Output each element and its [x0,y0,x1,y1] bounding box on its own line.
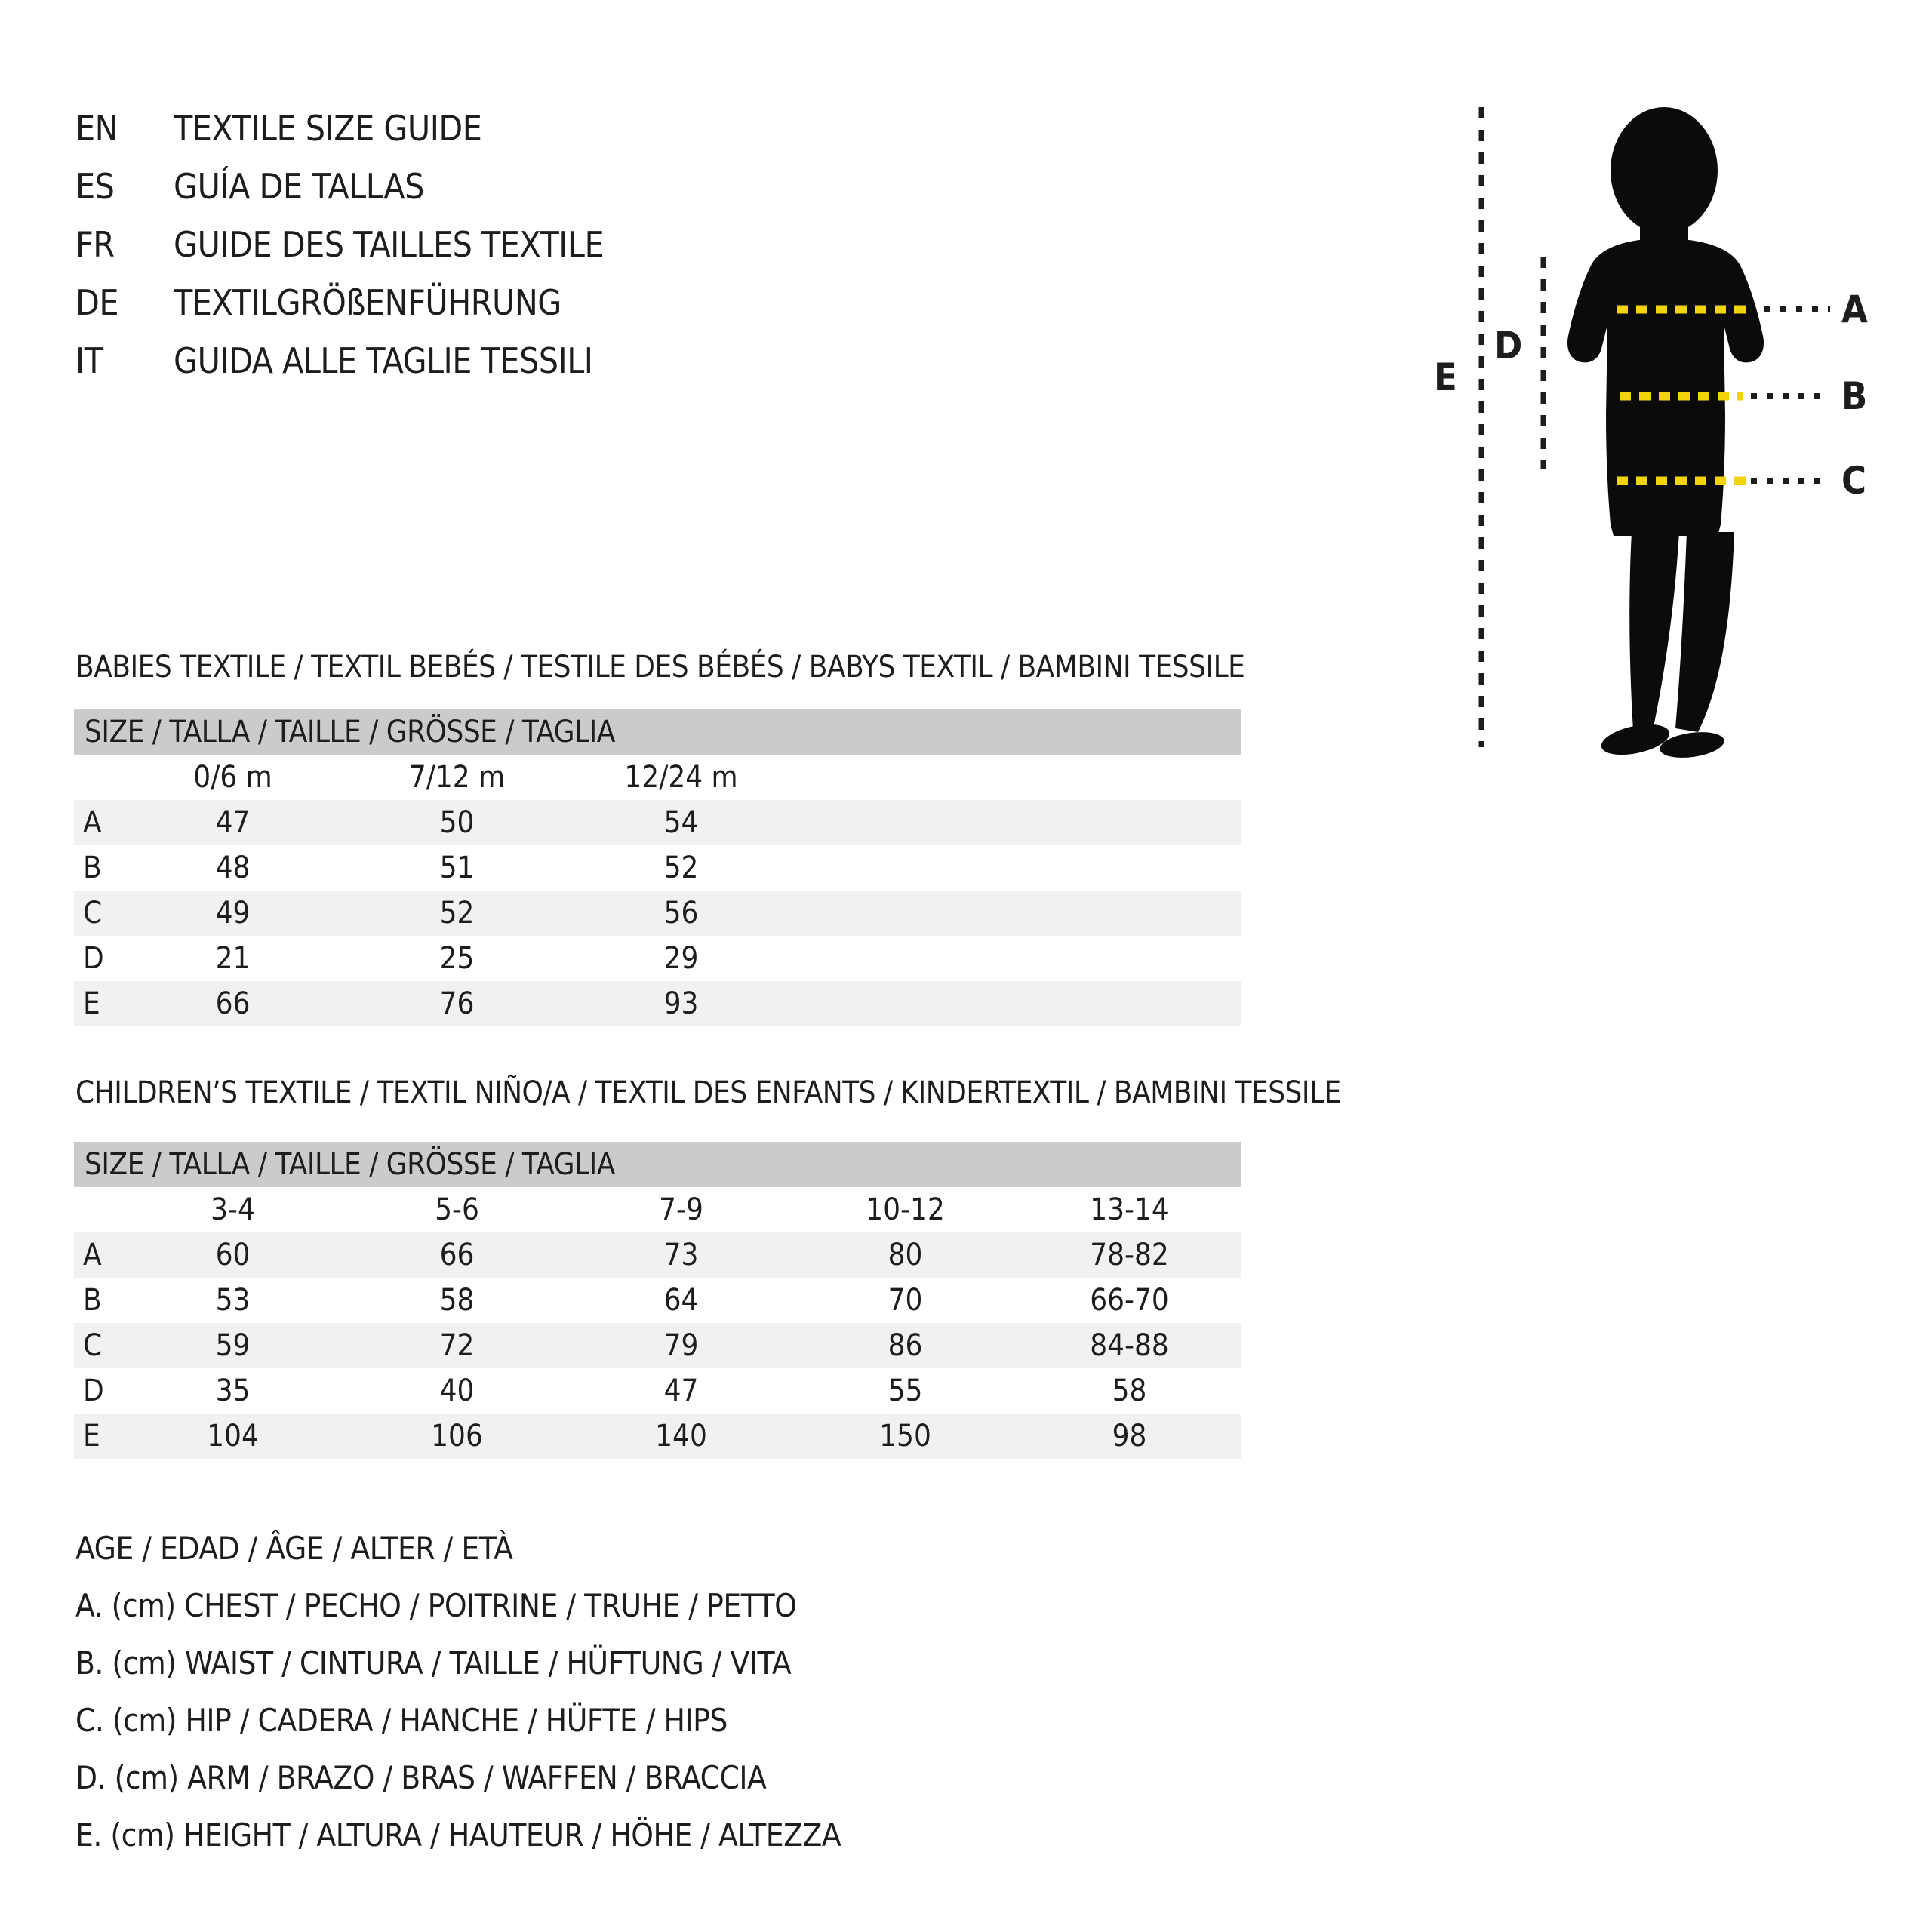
language-code: EN [75,108,118,149]
value-cell: 21 [215,941,251,976]
language-row-de [75,274,604,332]
row-label: E [83,986,100,1021]
value-cell: 50 [439,805,475,840]
language-row-en [75,100,604,158]
value-cell: 49 [215,896,251,931]
column-header: 7-9 [659,1192,703,1227]
column-header: 13-14 [1090,1192,1169,1227]
empty-corner-cell [74,1187,121,1232]
value-cell: 98 [1112,1419,1147,1454]
column-header: 10-12 [866,1192,945,1227]
language-title: GUÍA DE TALLAS [174,166,424,207]
table-row-b [74,845,1241,891]
value-cell: 150 [879,1419,931,1454]
children-table-body [74,1187,1241,1459]
row-label: B [83,1283,102,1318]
figure-label-a: A [1841,288,1868,331]
value-cell: 84-88 [1090,1328,1169,1363]
row-label: C [83,896,103,931]
value-cell: 66 [215,986,251,1021]
legend-line-5: E. (cm) HEIGHT / ALTURA / HAUTEUR / HÖHE / ALTEZZA [75,1817,841,1854]
value-cell: 60 [215,1238,251,1272]
babies-section-title: BABIES TEXTILE / TEXTIL BEBÉS / TESTILE DES BÉBÉS / BABYS TEXTIL / BAMBINI TESSILE [75,650,1245,685]
value-cell: 35 [215,1374,251,1408]
value-cell: 29 [663,941,699,976]
language-code: IT [75,340,103,381]
child-silhouette-diagram-icon [1419,98,1887,762]
children-size-header-bar: SIZE / TALLA / TAILLE / GRÖSSE / TAGLIA [74,1142,1241,1187]
row-label: B [83,851,102,885]
children-column-header-row [74,1187,1241,1232]
figure-label-c: C [1841,459,1867,503]
value-cell: 51 [439,851,475,885]
value-cell: 78-82 [1090,1238,1169,1272]
children-size-table [74,1142,1241,1459]
figure-label-e: E [1434,355,1457,399]
column-header: 3-4 [211,1192,255,1227]
value-cell: 47 [215,805,251,840]
figure-label-b: B [1841,374,1868,418]
language-title: TEXTILE SIZE GUIDE [174,108,482,149]
table-row-e [74,1414,1241,1459]
value-cell: 59 [215,1328,251,1363]
row-label: D [83,941,104,976]
value-cell: 70 [888,1283,923,1318]
empty-corner-cell [74,755,121,800]
value-cell: 25 [439,941,475,976]
column-header: 7/12 m [408,760,506,795]
babies-size-table [74,709,1241,1026]
legend-line-2: B. (cm) WAIST / CINTURA / TAILLE / HÜFTUNG / VITA [75,1644,792,1681]
children-section-title: CHILDREN’S TEXTILE / TEXTIL NIÑO/A / TEXTIL DES ENFANTS / KINDERTEXTIL / BAMBINI TESSILE [75,1075,1341,1110]
language-title: GUIDE DES TAILLES TEXTILE [174,224,605,265]
value-cell: 53 [215,1283,251,1318]
language-code: FR [75,224,115,265]
language-title: TEXTILGRÖßENFÜHRUNG [174,282,561,323]
table-row-a [74,1232,1241,1278]
language-code: DE [75,282,119,323]
value-cell: 66-70 [1090,1283,1169,1318]
value-cell: 79 [663,1328,699,1363]
value-cell: 93 [663,986,699,1021]
value-cell: 106 [431,1419,483,1454]
table-row-d [74,1368,1241,1414]
babies-size-header-bar: SIZE / TALLA / TAILLE / GRÖSSE / TAGLIA [74,709,1241,755]
language-row-es [75,158,604,216]
value-cell: 40 [439,1374,475,1408]
row-label: E [83,1419,100,1454]
language-title: GUIDA ALLE TAGLIE TESSILI [174,340,593,381]
column-header: 12/24 m [624,760,738,795]
value-cell: 76 [439,986,475,1021]
value-cell: 52 [439,896,475,931]
value-cell: 55 [888,1374,923,1408]
column-header: 0/6 m [193,760,272,795]
value-cell: 48 [215,851,251,885]
value-cell: 52 [663,851,699,885]
value-cell: 140 [655,1419,707,1454]
value-cell: 72 [439,1328,475,1363]
babies-table-body [74,755,1241,1026]
legend-line-0: AGE / EDAD / ÂGE / ALTER / ETÀ [75,1530,513,1567]
table-row-d [74,936,1241,981]
figure-label-d: D [1494,324,1523,368]
table-row-e [74,981,1241,1026]
value-cell: 104 [207,1419,259,1454]
row-label: A [83,805,102,840]
value-cell: 58 [439,1283,475,1318]
row-label: C [83,1328,103,1363]
legend-line-4: D. (cm) ARM / BRAZO / BRAS / WAFFEN / BRACCIA [75,1759,767,1796]
babies-column-header-row [74,755,1241,800]
table-row-c [74,891,1241,936]
value-cell: 66 [439,1238,475,1272]
value-cell: 64 [663,1283,699,1318]
value-cell: 80 [888,1238,923,1272]
value-cell: 47 [663,1374,699,1408]
legend-line-3: C. (cm) HIP / CADERA / HANCHE / HÜFTE / HIPS [75,1702,728,1739]
table-row-a [74,800,1241,845]
language-row-it [75,332,604,390]
child-silhouette-icon [1567,107,1764,761]
value-cell: 73 [663,1238,699,1272]
table-row-c [74,1323,1241,1368]
language-row-fr [75,216,604,274]
value-cell: 54 [663,805,699,840]
language-list [75,100,604,390]
language-code: ES [75,166,115,207]
table-row-b [74,1278,1241,1323]
row-label: D [83,1374,104,1408]
column-header: 5-6 [435,1192,479,1227]
row-label: A [83,1238,102,1272]
measurement-figure [1419,98,1887,762]
value-cell: 86 [888,1328,923,1363]
value-cell: 58 [1112,1374,1147,1408]
measurement-legend [75,1520,841,1864]
value-cell: 56 [663,896,699,931]
legend-line-1: A. (cm) CHEST / PECHO / POITRINE / TRUHE / PETTO [75,1587,797,1624]
